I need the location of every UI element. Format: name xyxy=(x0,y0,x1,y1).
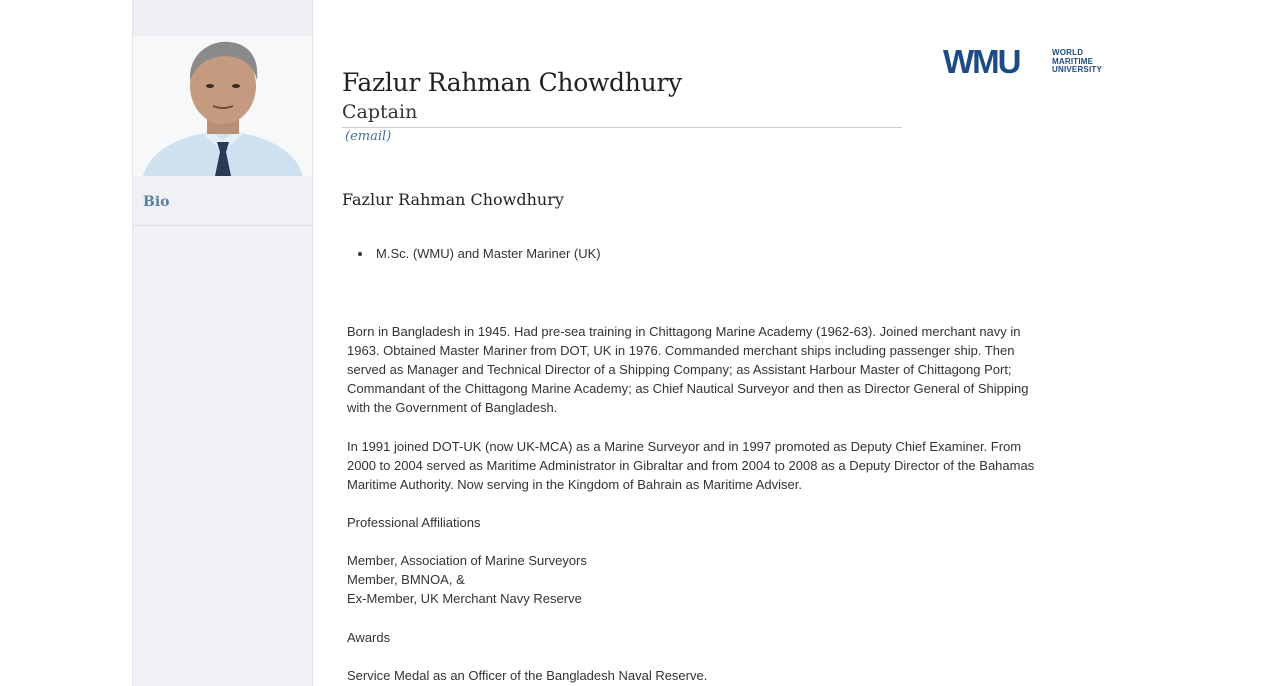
logo-line-3: UNIVERSITY xyxy=(1052,65,1103,74)
profile-title: Captain xyxy=(342,101,418,123)
sidebar xyxy=(132,0,313,686)
bio-body xyxy=(347,322,1037,685)
bio-paragraph-1: Born in Bangladesh in 1945. Had pre-sea training in Chittagong Marine Academy (1962-63). Joined merchant navy in 1963. Obtained Master Mariner from DOT, UK in 1976. Commanded merchant ships including passenger ship. Then served as Manager and Technical Director of a Shipping Company; as Assistant Harbour Master of Chittagong Port; Commandant of the Chittagong Marine Academy; as Chief Nautical Surveyor and then as Director General of Shipping with the Government of Bangladesh. xyxy=(347,324,1029,416)
award-item: Service Medal as an Officer of the Bangladesh Naval Reserve. xyxy=(347,667,708,683)
logo-words xyxy=(1052,49,1102,75)
email-link[interactable]: (email) xyxy=(345,129,392,144)
header-divider xyxy=(342,127,902,128)
qualification-item: M.Sc. (WMU) and Master Mariner (UK) xyxy=(342,244,601,263)
profile-name: Fazlur Rahman Chowdhury xyxy=(342,68,682,97)
qualifications-list xyxy=(342,244,601,263)
sidebar-item-bio-label[interactable]: Bio xyxy=(143,194,170,210)
affiliations-heading: Professional Affiliations xyxy=(347,514,481,530)
affiliation-item: Ex-Member, UK Merchant Navy Reserve xyxy=(347,591,582,607)
wmu-logo[interactable] xyxy=(943,43,1111,80)
logo-line-2: MARITIME xyxy=(1052,56,1094,66)
bio-paragraph-2: In 1991 joined DOT-UK (now UK-MCA) as a Marine Surveyor and in 1997 promoted as Deputy Chief Examiner. From 2000 to 2004 served as Maritime Administrator in Gibraltar and from 2004 to 2008 as a Deputy Director of the Bahamas Maritime Authority. Now serving in the Kingdom of Bahrain as Maritime Adviser. xyxy=(347,438,1035,492)
profile-photo xyxy=(133,36,312,176)
logo-mark: WMU xyxy=(943,43,1020,80)
sidebar-item-bio[interactable] xyxy=(133,176,312,226)
logo-line-1: WORLD xyxy=(1052,48,1084,57)
sidebar-top-strip xyxy=(133,0,312,36)
affiliation-item: Member, BMNOA, & xyxy=(347,572,465,588)
affiliation-item: Member, Association of Marine Surveyors xyxy=(347,553,587,569)
awards-heading: Awards xyxy=(347,629,391,645)
bio-heading: Fazlur Rahman Chowdhury xyxy=(342,190,564,209)
